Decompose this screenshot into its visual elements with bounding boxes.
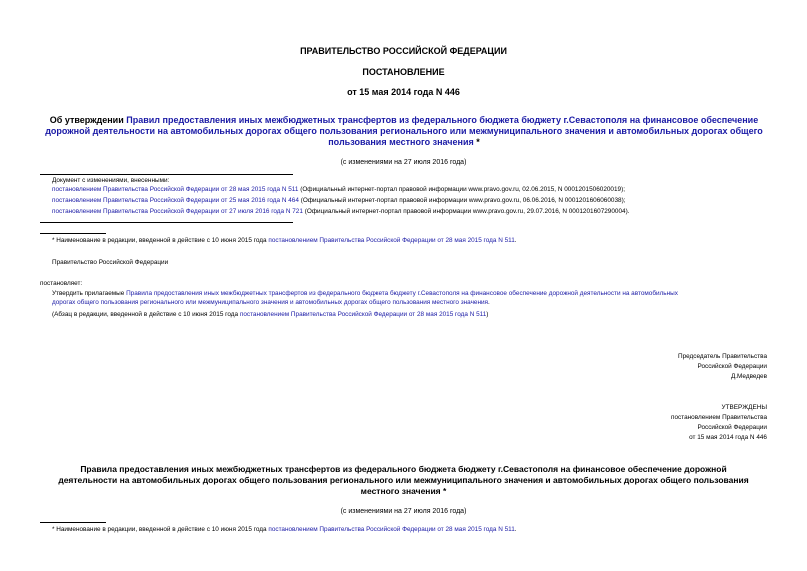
footnote-end: . bbox=[514, 526, 517, 533]
amendment-item bbox=[52, 208, 630, 216]
footnote-end: . bbox=[514, 237, 517, 244]
signature-name: Д.Медведев bbox=[730, 373, 767, 380]
approved-by: постановлением Правительства bbox=[671, 414, 767, 421]
footnote-link[interactable]: постановлением Правительства Российской Федерации от 28 мая 2015 года N 511 bbox=[268, 526, 515, 533]
footnote bbox=[52, 526, 517, 534]
approve-paragraph-line1 bbox=[52, 290, 678, 298]
paragraph-note-link[interactable]: постановлением Правительства Российской Федерации от 28 мая 2015 года N 511 bbox=[239, 311, 487, 318]
document-type: ПОСТАНОВЛЕНИЕ bbox=[362, 67, 445, 77]
title-rules-link[interactable]: Правил предоставления иных межбюджетных трансфертов из федерального бюджета бюджету г.Севастополя на финансовое обеспечение дорожной деятельности на автомобильных дорогах общего пользования регионального или межмуниципального значения и автомобильных дорогах общего пользования местного значения bbox=[45, 115, 763, 147]
approved-heading: УТВЕРЖДЕНЫ bbox=[721, 404, 767, 411]
footnote-divider bbox=[40, 522, 106, 523]
paragraph-note bbox=[52, 311, 488, 319]
document-date: от 15 мая 2014 года N 446 bbox=[347, 87, 460, 97]
approve-rules-link-cont[interactable]: дорогах общего пользования регионального или межмуниципального значения и автомобильных дорогах общего пользования местного значения bbox=[52, 299, 489, 306]
government-name: Правительство Российской Федерации bbox=[52, 259, 169, 266]
paragraph-note-end: ) bbox=[486, 311, 489, 318]
approved-date: от 15 мая 2014 года N 446 bbox=[689, 434, 767, 441]
approve-prefix: Утвердить прилагаемые bbox=[52, 290, 127, 297]
signature-position: Председатель Правительства bbox=[678, 353, 767, 360]
amendment-link[interactable]: постановлением Правительства Российской Федерации от 28 мая 2015 года N 511 bbox=[52, 186, 299, 193]
approve-rules-link[interactable]: Правила предоставления иных межбюджетных трансфертов из федерального бюджета бюджету г.Севастополя на финансовое обеспечение дорожной деятельности на автомобильных bbox=[126, 290, 678, 297]
paragraph-note-text: (Абзац в редакции, введенной в действие с 10 июня 2015 года bbox=[52, 311, 240, 318]
amendment-item bbox=[52, 197, 626, 205]
amendment-source: (Официальный интернет-портал правовой информации www.pravo.gov.ru, 06.06.2016, N 0001201606060038); bbox=[298, 197, 626, 204]
resolves-label: постановляет: bbox=[40, 280, 83, 287]
footnote-divider bbox=[40, 233, 106, 234]
government-heading: ПРАВИТЕЛЬСТВО РОССИЙСКОЙ ФЕДЕРАЦИИ bbox=[300, 46, 507, 56]
document-title bbox=[40, 115, 768, 148]
approve-paragraph-line2 bbox=[52, 299, 490, 307]
amendment-source: (Официальный интернет-портал правовой информации www.pravo.gov.ru, 29.07.2016, N 0001201607290004). bbox=[302, 208, 630, 215]
footnote bbox=[52, 237, 517, 245]
amendment-source: (Официальный интернет-портал правовой информации www.pravo.gov.ru, 02.06.2015, N 0001201506020019); bbox=[298, 186, 626, 193]
rules-title-line1: Правила предоставления иных межбюджетных трансфертов из федерального бюджета бюджету г.Севастополя на финансовое обеспечение дорожной bbox=[80, 464, 727, 474]
amendment-link[interactable]: постановлением Правительства Российской Федерации от 27 июля 2016 года N 721 bbox=[52, 208, 303, 215]
changes-note-2: (с изменениями на 27 июля 2016 года) bbox=[340, 508, 467, 515]
title-star: * bbox=[473, 137, 480, 147]
signature-country: Российской Федерации bbox=[697, 363, 767, 370]
amendment-link[interactable]: постановлением Правительства Российской Федерации от 25 мая 2016 года N 464 bbox=[52, 197, 299, 204]
title-prefix: Об утверждении bbox=[49, 115, 127, 125]
amendment-item bbox=[52, 186, 625, 194]
footnote-text: * Наименование в редакции, введенной в действие с 10 июня 2015 года bbox=[52, 237, 269, 244]
rules-title-line3: местного значения * bbox=[360, 486, 447, 496]
changes-note: (с изменениями на 27 июля 2016 года) bbox=[340, 159, 467, 166]
footnote-link[interactable]: постановлением Правительства Российской Федерации от 28 мая 2015 года N 511 bbox=[268, 237, 515, 244]
divider bbox=[40, 174, 293, 175]
footnote-text: * Наименование в редакции, введенной в действие с 10 июня 2015 года bbox=[52, 526, 269, 533]
divider bbox=[40, 222, 293, 223]
approve-end: . bbox=[488, 299, 490, 306]
amendments-intro: Документ с изменениями, внесенными: bbox=[52, 177, 170, 184]
approved-country: Российской Федерации bbox=[697, 424, 767, 431]
rules-title-line2: деятельности на автомобильных дорогах общего пользования регионального или межмуниципального значения и автомобильных дорогах общего пользования bbox=[58, 475, 749, 485]
